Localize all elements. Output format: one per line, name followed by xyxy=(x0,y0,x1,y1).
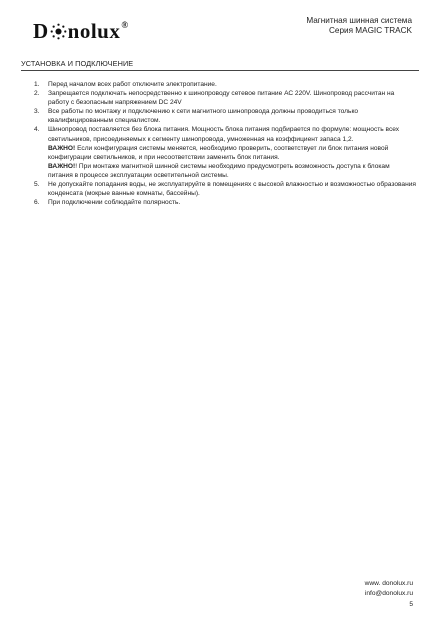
footer-contacts xyxy=(365,579,413,598)
product-name: Магнитная шинная система xyxy=(306,16,412,25)
item-number: 6. xyxy=(34,199,40,207)
brand-logo xyxy=(33,19,129,44)
list-item xyxy=(21,125,416,180)
warning-paragraph xyxy=(48,162,416,180)
warning-text: Если конфигурация системы меняется, необходимо проверить, соответствует ли блок питания новой конфигурации светильников, и при несоответствии заменить блок питания. xyxy=(48,144,389,161)
list-item xyxy=(21,180,416,198)
item-text: Не допускайте попадания воды, не эксплуатируйте в помещениях с высокой влажностью и возможностью образования конденсата (мокрые ванные комнаты, бассейны). xyxy=(48,181,416,198)
page-number: 5 xyxy=(409,601,413,608)
list-item xyxy=(21,89,416,107)
item-number: 1. xyxy=(34,81,40,88)
list-item xyxy=(21,198,416,207)
item-text: Шинопровод поставляется без блока питания. Мощность блока питания подбирается по формуле: мощность всех светильников, присоединяемых к сегменту шинопровода, умноженная на коэффициент запаса 1,2. xyxy=(48,126,400,143)
warning-paragraph xyxy=(48,144,416,162)
item-text: Все работы по монтажу и подключению к сети магнитного шинопровода должны проводиться только квалифицированным специалистом. xyxy=(48,108,359,125)
instruction-list xyxy=(21,80,416,207)
warning-label: ВАЖНО! xyxy=(48,162,76,170)
item-number: 2. xyxy=(34,90,40,98)
logo-letter-d: D xyxy=(33,19,49,43)
email-link[interactable]: info@donolux.ru xyxy=(364,589,413,597)
warning-label: ВАЖНО! xyxy=(48,144,76,152)
sunburst-logo-icon xyxy=(50,23,67,40)
list-item xyxy=(21,80,416,89)
list-item xyxy=(21,107,416,125)
section-title: УСТАНОВКА И ПОДКЛЮЧЕНИЕ xyxy=(21,59,419,71)
item-number: 5. xyxy=(34,181,40,189)
website-link[interactable]: www. donolux.ru xyxy=(364,580,413,587)
registered-mark: ® xyxy=(121,20,129,30)
product-series: Серия MAGIC TRACK xyxy=(328,26,412,35)
item-number: 3. xyxy=(34,108,40,116)
item-number: 4. xyxy=(34,126,40,134)
logo-word: nolux xyxy=(67,19,121,43)
item-text: Запрещается подключать непосредственно к шинопроводу сетевое питание АС 220V. Шинопровод рассчитан на работу с безопасным напряжением DC 24V xyxy=(48,90,395,107)
item-text: Перед началом всех работ отключите электропитание. xyxy=(48,81,217,88)
document-header xyxy=(306,16,412,36)
item-text: При подключении соблюдайте полярность. xyxy=(48,199,181,207)
warning-text: ! При монтаже магнитной шинной системы необходимо предусмотреть возможность доступа к блокам питания в процессе эксплуатации осветительной системы. xyxy=(48,162,390,179)
